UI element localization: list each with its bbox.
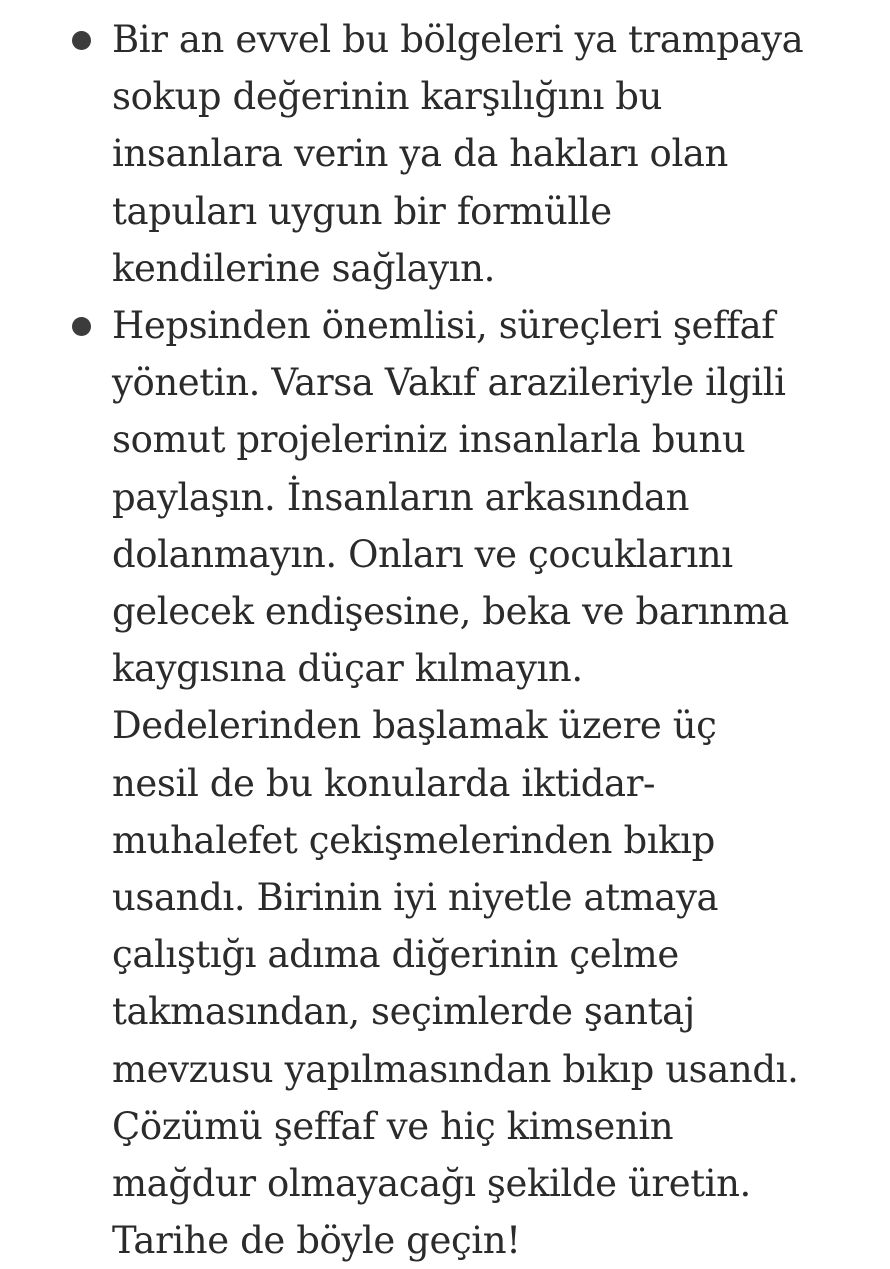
text-line: mevzusu yapılmasından bıkıp usandı.	[112, 1047, 799, 1091]
text-line: takmasından, seçimlerde şantaj	[112, 990, 695, 1034]
text-line: Dedelerinden başlamak üzere üç	[112, 704, 717, 748]
text-line: gelecek endişesine, beka ve barınma	[112, 590, 789, 634]
text-line: usandı. Birinin iyi niyetle atmaya	[112, 876, 719, 920]
text-line: insanlara verin ya da hakları olan	[112, 132, 728, 176]
text-line: paylaşın. İnsanların arkasından	[112, 475, 690, 519]
text-line: dolanmayın. Onları ve çocuklarını	[112, 532, 733, 576]
text-line: kendilerine sağlayın.	[112, 246, 495, 290]
text-line: çalıştığı adıma diğerinin çelme	[112, 933, 679, 977]
text-line: nesil de bu konularda iktidar-	[112, 761, 656, 805]
text-line: Çözümü şeffaf ve hiç kimsenin	[112, 1104, 674, 1148]
bullet-list	[0, 11, 890, 1269]
text-line: kaygısına düçar kılmayın.	[112, 647, 583, 691]
list-item	[0, 297, 890, 1269]
text-line: Hepsinden önemlisi, süreçleri şeffaf	[112, 304, 775, 348]
bullet-text	[112, 11, 872, 297]
bullet-text	[112, 297, 872, 1269]
bullet-icon	[72, 31, 91, 50]
list-item	[0, 11, 890, 297]
text-line: yönetin. Varsa Vakıf arazileriyle ilgili	[112, 361, 786, 405]
text-line: Tarihe de böyle geçin!	[112, 1219, 521, 1263]
text-line: somut projeleriniz insanlarla bunu	[112, 418, 746, 462]
bullet-icon	[72, 317, 91, 336]
text-line: Bir an evvel bu bölgeleri ya trampaya	[112, 18, 804, 61]
text-line: sokup değerinin karşılığını bu	[112, 75, 663, 119]
text-line: tapuları uygun bir formülle	[112, 189, 612, 233]
text-line: mağdur olmayacağı şekilde üretin.	[112, 1162, 751, 1206]
text-line: muhalefet çekişmelerinden bıkıp	[112, 818, 715, 862]
